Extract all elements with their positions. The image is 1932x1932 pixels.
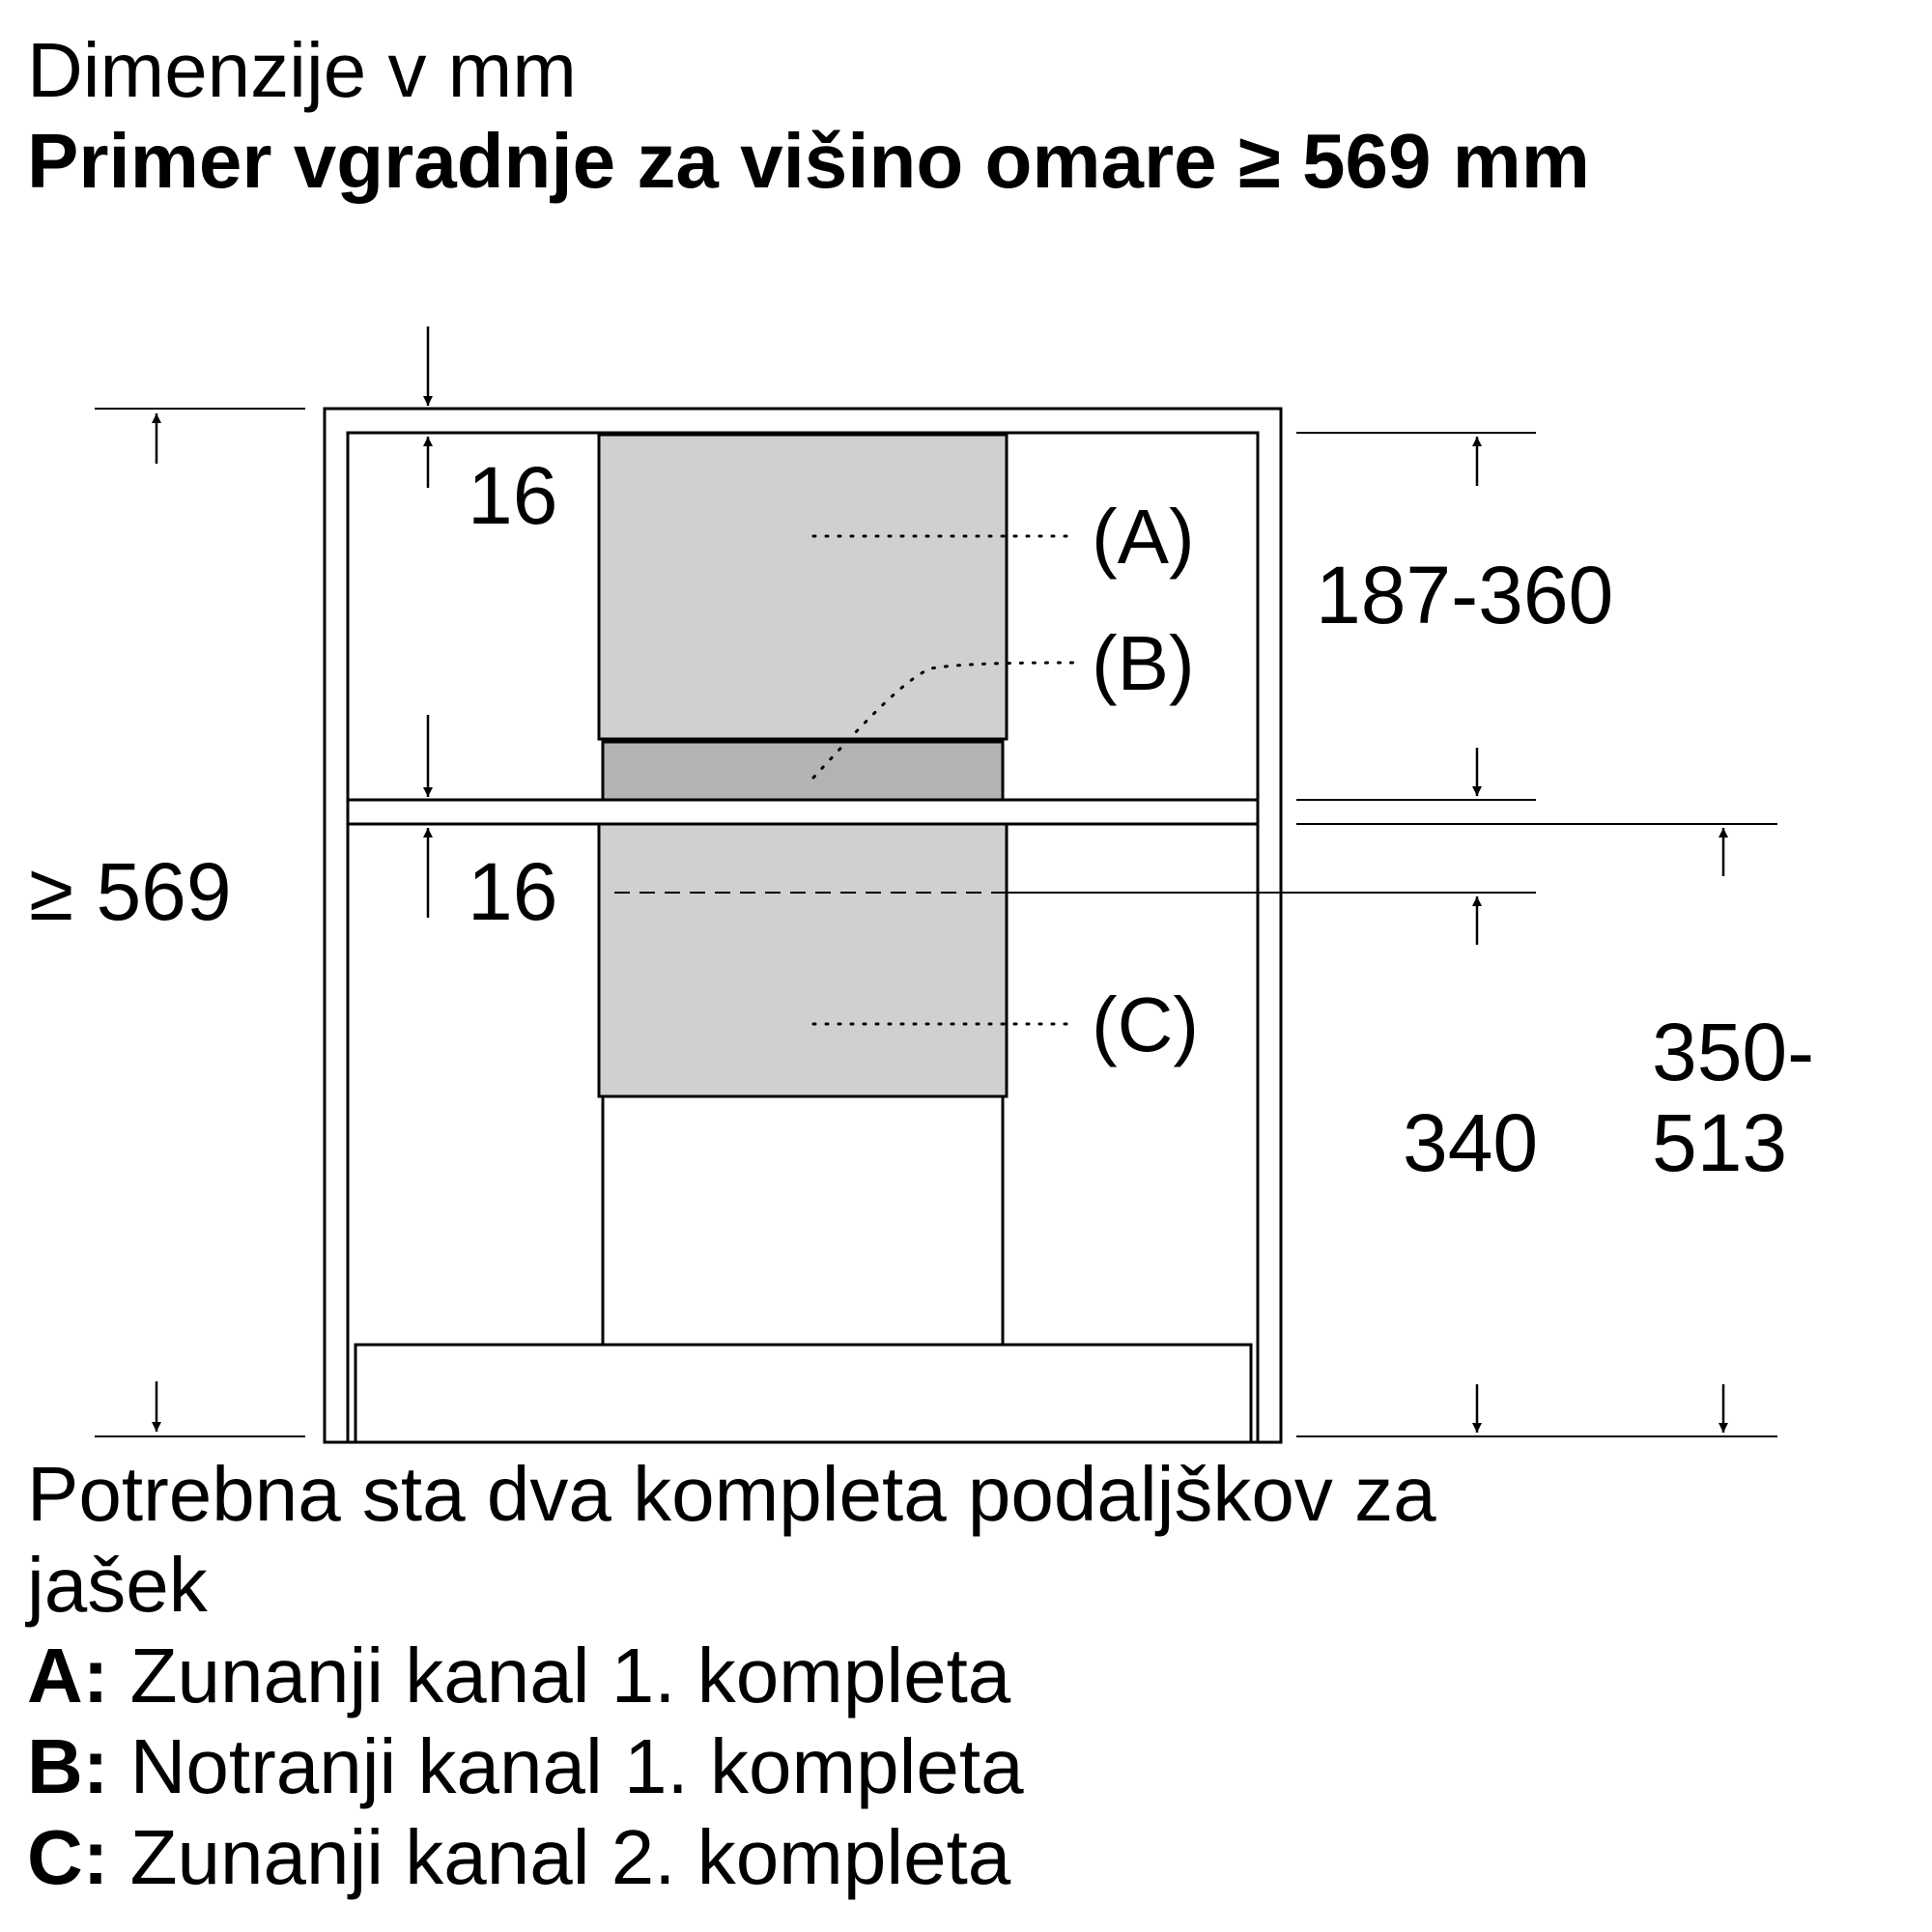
duct-outer-c bbox=[599, 824, 1007, 1096]
diagram-title: Dimenzije v mm bbox=[27, 27, 577, 113]
legend-intro bbox=[27, 1449, 1436, 1631]
dim-lower-range-line1: 350- bbox=[1652, 1007, 1815, 1097]
legend-intro-line1: Potrebna sta dva kompleta podaljškov za bbox=[27, 1451, 1436, 1537]
diagram-subtitle: Primer vgradnje za višino omare ≥ 569 mm bbox=[27, 118, 1590, 204]
legend-item-b bbox=[27, 1721, 1436, 1812]
legend-text-c: Zunanji kanal 2. kompleta bbox=[129, 1814, 1011, 1900]
hood-chimney bbox=[603, 1096, 1003, 1345]
label-a: (A) bbox=[1092, 494, 1195, 580]
dim-top-panel: 16 bbox=[468, 450, 558, 541]
dim-lower: 340 bbox=[1403, 1097, 1539, 1188]
legend-key-c: C: bbox=[27, 1814, 109, 1900]
label-b: (B) bbox=[1092, 620, 1195, 706]
label-c: (C) bbox=[1092, 981, 1200, 1067]
hood-body bbox=[355, 1345, 1251, 1442]
cabinet-shelf bbox=[348, 800, 1258, 824]
duct-inner-b bbox=[603, 742, 1003, 800]
legend-text-b: Notranji kanal 1. kompleta bbox=[129, 1723, 1024, 1809]
duct-stack bbox=[599, 435, 1007, 1345]
dim-upper-range: 187-360 bbox=[1316, 550, 1614, 640]
legend-key-b: B: bbox=[27, 1723, 109, 1809]
legend-key-a: A: bbox=[27, 1633, 109, 1719]
dim-overall-height: ≥ 569 bbox=[29, 846, 232, 937]
duct-outer-a bbox=[599, 435, 1007, 739]
legend-item-a bbox=[27, 1631, 1436, 1721]
dim-lower-range-line2: 513 bbox=[1652, 1097, 1788, 1188]
legend-intro-line2: jašek bbox=[27, 1542, 208, 1628]
dim-shelf: 16 bbox=[468, 846, 558, 937]
legend-notes bbox=[27, 1449, 1436, 1903]
legend-text-a: Zunanji kanal 1. kompleta bbox=[129, 1633, 1011, 1719]
legend-item-c bbox=[27, 1812, 1436, 1903]
